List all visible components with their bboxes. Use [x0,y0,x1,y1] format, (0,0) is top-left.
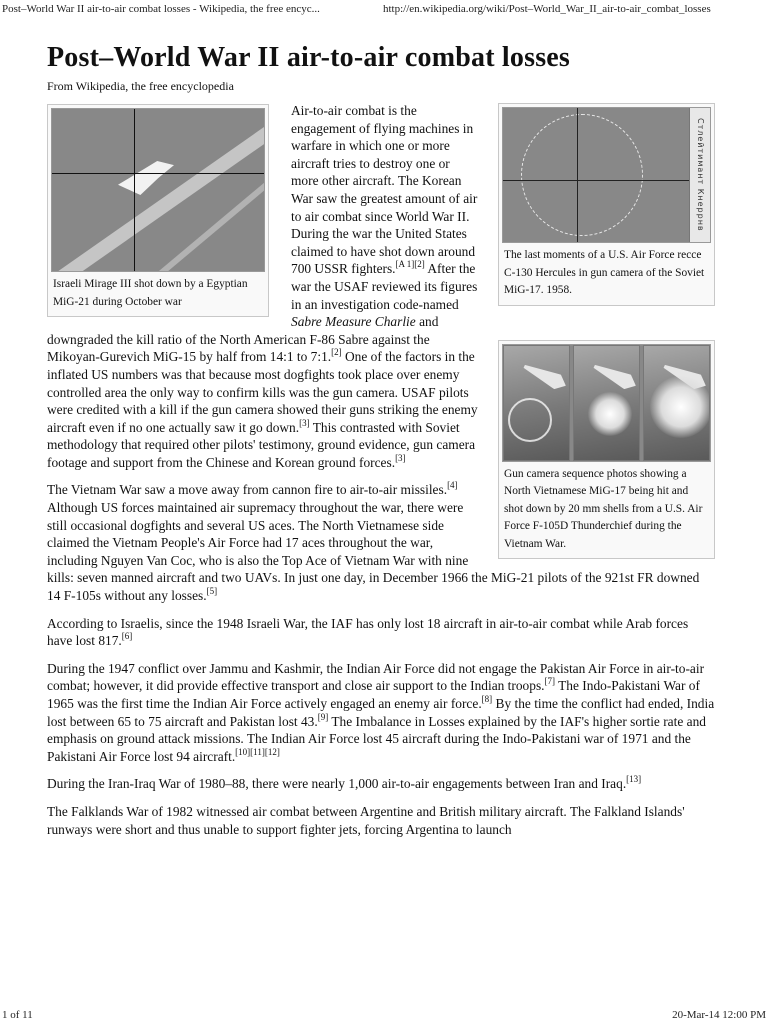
citation-link[interactable]: [13] [626,774,642,785]
citation-link[interactable]: [7] [544,676,556,687]
paragraph-iran-iraq [47,775,715,793]
print-header [0,0,768,18]
print-header-url: http://en.wikipedia.org/wiki/Post–World_War_II_air-to-air_combat_losses [383,3,711,15]
impact-burst [588,392,632,436]
sequence-frame-1 [503,345,570,461]
article-content [47,40,715,848]
crosshair-vertical [134,109,135,271]
jet-silhouette [521,359,569,393]
mig17-sequence-image[interactable] [502,344,711,462]
paragraph-india-pakistan [47,660,715,766]
aircraft-silhouette [118,161,174,195]
text: During the Iran-Iraq War of 1980–88, there were nearly 1,000 air-to-air engagements between Iran and Iraq. [47,776,627,792]
text: According to Israelis, since the 1948 Israeli War, the IAF has only lost 18 aircraft in air-to-air combat while Arab forces have lost 817. [47,615,689,649]
jet-silhouette [591,359,639,393]
paragraph-falklands [47,803,715,838]
text: This contrasted with Soviet methodology that required other pilots' testimony, ground evidence, gun camera footage and support from the Chinese and Korean ground forces. [47,419,476,470]
citation-link[interactable]: [4] [447,480,458,491]
text: After the war the USAF reviewed its figures in an investigation code-named [291,261,478,312]
figure-mig17 [498,340,715,560]
citation-link[interactable]: [12] [264,746,280,757]
citation-link[interactable]: [2] [331,347,342,358]
citation-link[interactable]: [10] [235,746,251,757]
crosshair-vertical [577,108,578,242]
text: The Imbalance in Losses explained by the IAF's higher sortie rate and emphasis on ground attack missions. The Indian Air Force lost 45 aircraft during the Indo-Pakistani war of 1971 and the Pakistani Air Force lost 94 aircraft. [47,713,706,764]
crosshair-horizontal [503,180,690,181]
citation-link[interactable]: [6] [121,631,133,642]
citation-link[interactable]: [11] [250,746,265,757]
print-date: 20-Mar-14 12:00 PM [672,1009,766,1021]
figure-caption-c130: The last moments of a U.S. Air Force recce C-130 Hercules in gun camera of the Soviet MiG-17. 1958. [504,249,705,296]
print-footer [0,1007,768,1023]
figure-mirage [47,104,269,317]
figure-caption-mig17: Gun camera sequence photos showing a North Vietnamese MiG-17 being hit and shot down by 20 mm shells from a U.S. Air Force F-105D Thunderchief during the Vietnam War. [504,467,703,550]
citation-link[interactable]: [A 1] [395,259,415,270]
text: The Vietnam War saw a move away from cannon fire to air-to-air missiles. [47,482,448,498]
gunsight-ring [521,114,643,236]
film-strip-label: Стлейтимант Кнеррнв [689,108,710,242]
citation-link[interactable]: [3] [299,417,310,428]
mirage-photo-image[interactable] [51,108,265,272]
paragraph-israel [47,615,715,650]
text: Although US forces maintained air supremacy throughout the war, there were still occasional dogfights and several US aces. The North Vietnamese side claimed the Vietnam People's Air Force had 17 aces throughout the war, including Nguyen Van Coc, who is also the Top Ace of Vietnam War with nine kills: seven manned aircraft and two UAVs. In just one day, in December 1966 the MiG-21 pilots of the 921st FR downed 14 F-105s without any losses. [47,500,700,604]
figure-c130 [498,103,715,306]
article-body [47,102,715,838]
sequence-frame-2 [573,345,640,461]
page-title: Post–World War II air-to-air combat losses [47,42,571,73]
text: One of the factors in the inflated US numbers was that because most dogfights took place over enemy controlled area the only way to confirm kills was the gun camera. USAF pilots were credited with a kill if the gun camera showed their guns striking the enemy aircraft even if no one actually saw it go down. [47,349,478,435]
citation-link[interactable]: [3] [395,452,406,463]
figure-caption-mirage: Israeli Mirage III shot down by a Egyptian MiG-21 during October war [53,278,248,308]
text: Air-to-air combat is the engagement of flying machines in warfare in which one or more aircraft tries to destroy one or more other aircraft. The Korean War saw the greatest amount of air to air combat since World War II. During the war the United States claimed to have shot down around 700 USSR fighters. [291,103,478,277]
text: By the time the conflict had ended, India lost between 65 to 75 aircraft and Pakistan lost 43. [47,696,715,729]
citation-link[interactable]: [5] [206,586,218,597]
page-number: 1 of 11 [2,1009,33,1021]
ground-road [57,108,265,272]
print-header-title: Post–World War II air-to-air combat losses - Wikipedia, the free encyc... [2,3,320,15]
citation-link[interactable]: [9] [317,711,329,722]
text: and downgraded the kill ratio of the North American F-86 Sabre against the Mikoyan-Gurevich MiG-15 by half from 14:1 to 7:1. [47,314,439,365]
crosshair-horizontal [52,173,264,174]
text: The Falklands War of 1982 witnessed air combat between Argentine and British military aircraft. The Falkland Islands' runways were short and thus unable to support fighter jets, forcing Argentina to launch [47,803,685,837]
gunsight-ring [508,398,552,442]
c130-gun-camera-image[interactable] [502,107,711,243]
text: During the 1947 conflict over Jammu and Kashmir, the Indian Air Force did not engage the Pakistan Air Force in air-to-air combat; however, it did provide effective transport and close air support to the Indian troops. [47,660,705,694]
text: The Indo-Pakistani War of 1965 was the first time the Indian Air Force actively engaged an enemy air force. [47,678,700,711]
citation-link[interactable]: [2] [414,259,425,270]
impact-burst [650,376,710,438]
sequence-frame-3 [643,345,710,461]
citation-link[interactable]: [8] [481,694,493,704]
page-subtitle: From Wikipedia, the free encyclopedia [47,79,234,93]
operation-name: Sabre Measure Charlie [291,314,416,330]
